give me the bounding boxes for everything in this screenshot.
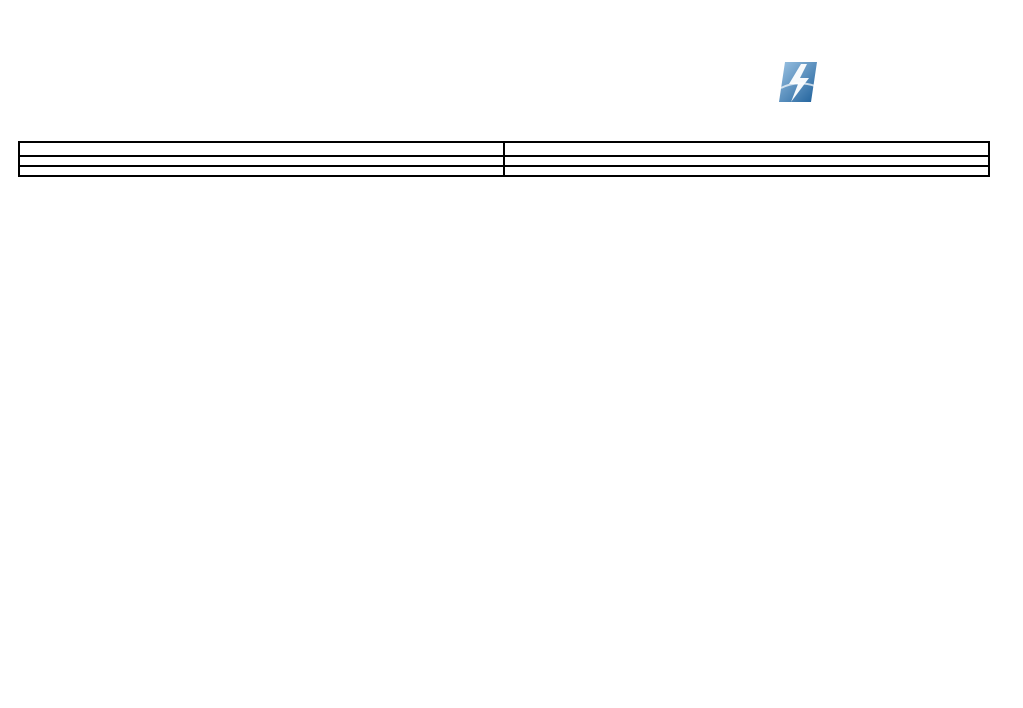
ucte-logo (795, 58, 819, 106)
needs-cell-system-studies (19, 166, 504, 176)
header-needs (19, 142, 504, 156)
needs-constraints-table (18, 141, 990, 177)
lightning-bolt-icon (777, 58, 819, 106)
table-row (19, 166, 989, 176)
needs-cell-operational (19, 156, 504, 166)
table-row (19, 156, 989, 166)
constraints-cell-system-studies (504, 166, 989, 176)
table-header-row (19, 142, 989, 156)
constraints-cell-operational (504, 156, 989, 166)
header-constraints (504, 142, 989, 156)
